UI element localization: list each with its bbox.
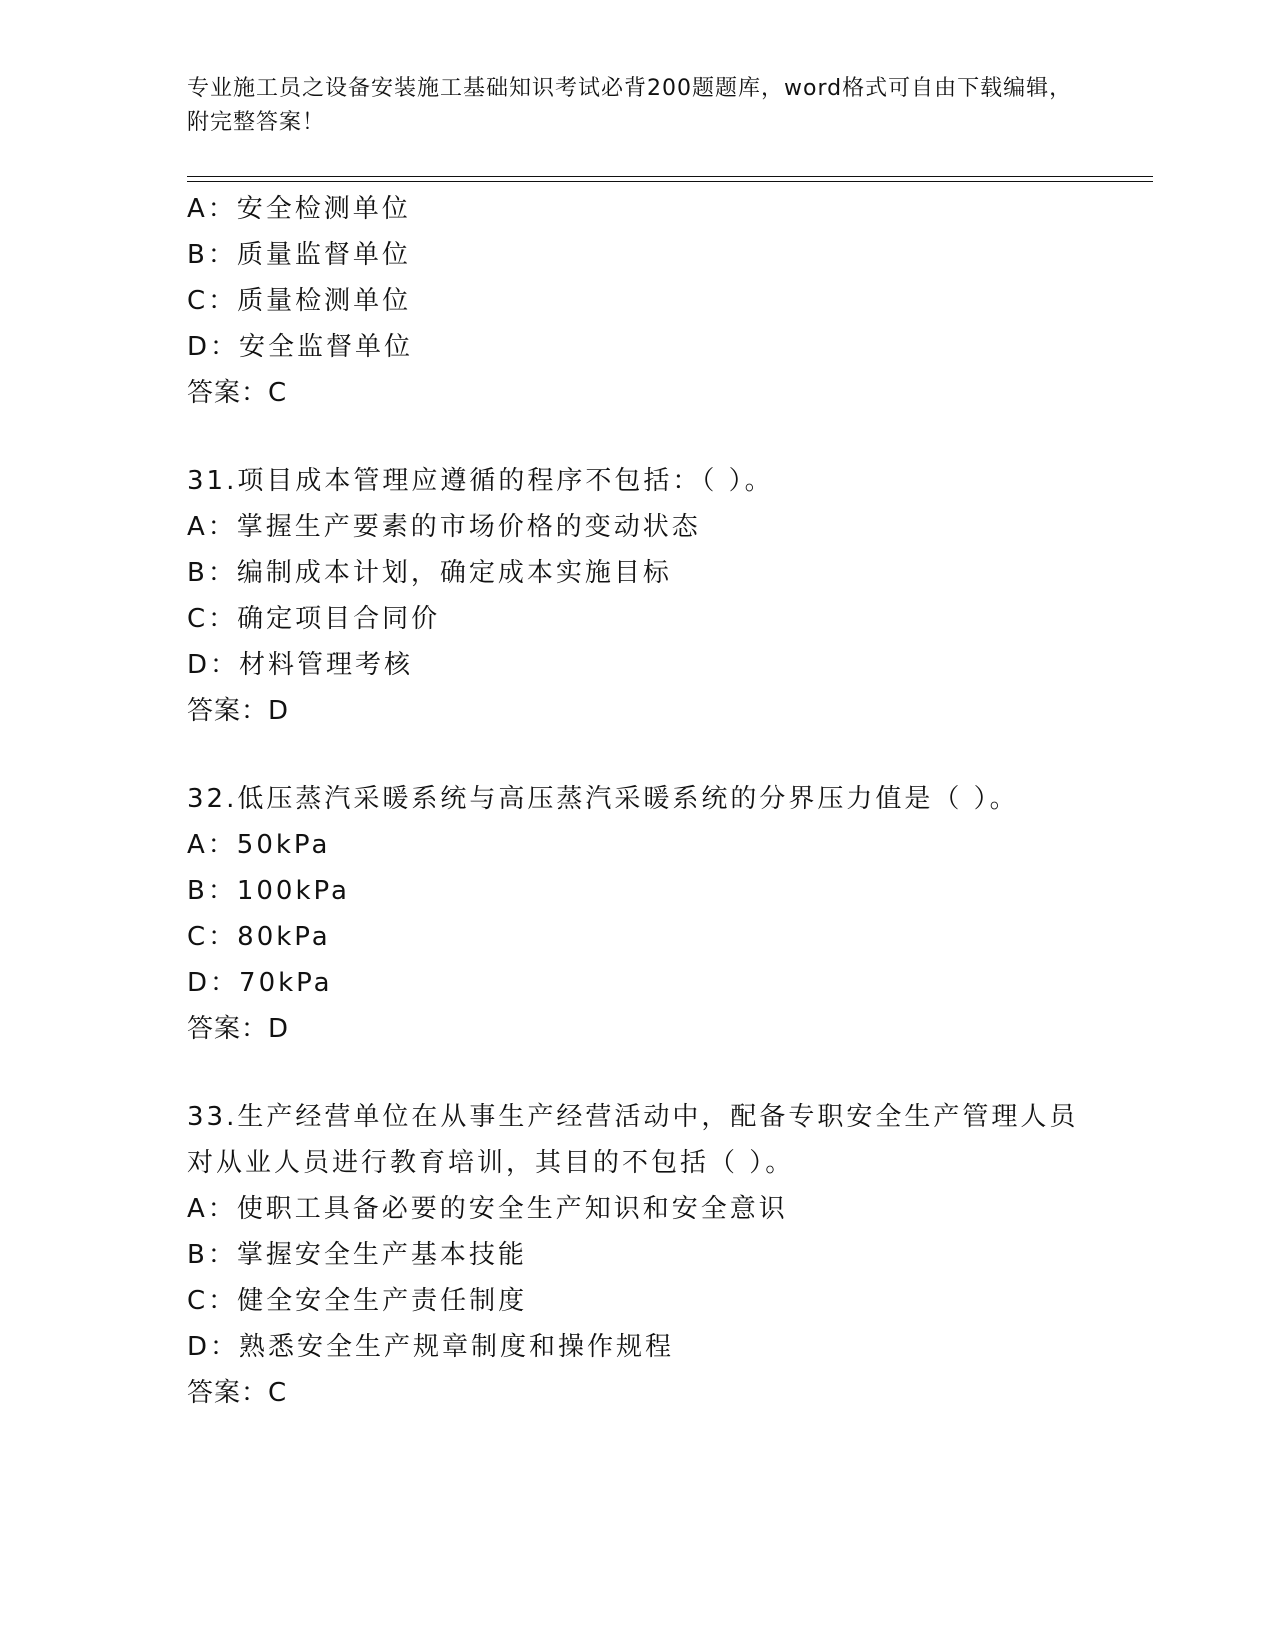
question-text: 32.低压蒸汽采暖系统与高压蒸汽采暖系统的分界压力值是（ ）。 bbox=[187, 784, 1019, 814]
document-header: 专业施工员之设备安装施工基础知识考试必背200题题库，word格式可自由下载编辑，附完整答案！ bbox=[187, 76, 1073, 135]
option-b: B：质量监督单位 bbox=[187, 240, 411, 270]
answer: 答案：D bbox=[187, 1014, 290, 1044]
question-30-continued bbox=[187, 186, 1147, 416]
question-33 bbox=[187, 1094, 1147, 1416]
option-c: C：确定项目合同价 bbox=[187, 604, 441, 634]
option-d: D：70kPa bbox=[187, 968, 333, 998]
question-32 bbox=[187, 776, 1147, 1052]
option-b: B：100kPa bbox=[187, 876, 350, 906]
option-a: A：掌握生产要素的市场价格的变动状态 bbox=[187, 512, 701, 542]
question-text-line-2: 对从业人员进行教育培训，其目的不包括（ ）。 bbox=[187, 1148, 795, 1178]
option-a: A：安全检测单位 bbox=[187, 194, 411, 224]
option-d: D：熟悉安全生产规章制度和操作规程 bbox=[187, 1332, 675, 1362]
option-b: B：掌握安全生产基本技能 bbox=[187, 1240, 527, 1270]
answer: 答案：C bbox=[187, 378, 288, 408]
option-c: C：健全安全生产责任制度 bbox=[187, 1286, 528, 1316]
option-c: C：质量检测单位 bbox=[187, 286, 412, 316]
option-a: A：使职工具备必要的安全生产知识和安全意识 bbox=[187, 1194, 788, 1224]
option-a: A：50kPa bbox=[187, 830, 331, 860]
answer: 答案：C bbox=[187, 1378, 288, 1408]
option-b: B：编制成本计划，确定成本实施目标 bbox=[187, 558, 672, 588]
question-text-line-1: 33.生产经营单位在从事生产经营活动中，配备专职安全生产管理人员 bbox=[187, 1102, 1079, 1132]
question-text: 31.项目成本管理应遵循的程序不包括：（ ）。 bbox=[187, 466, 774, 496]
question-31 bbox=[187, 458, 1147, 734]
header-divider-top bbox=[187, 176, 1153, 177]
option-d: D：材料管理考核 bbox=[187, 650, 414, 680]
header-divider-bottom bbox=[187, 181, 1153, 182]
answer: 答案：D bbox=[187, 696, 290, 726]
option-c: C：80kPa bbox=[187, 922, 331, 952]
option-d: D：安全监督单位 bbox=[187, 332, 414, 362]
